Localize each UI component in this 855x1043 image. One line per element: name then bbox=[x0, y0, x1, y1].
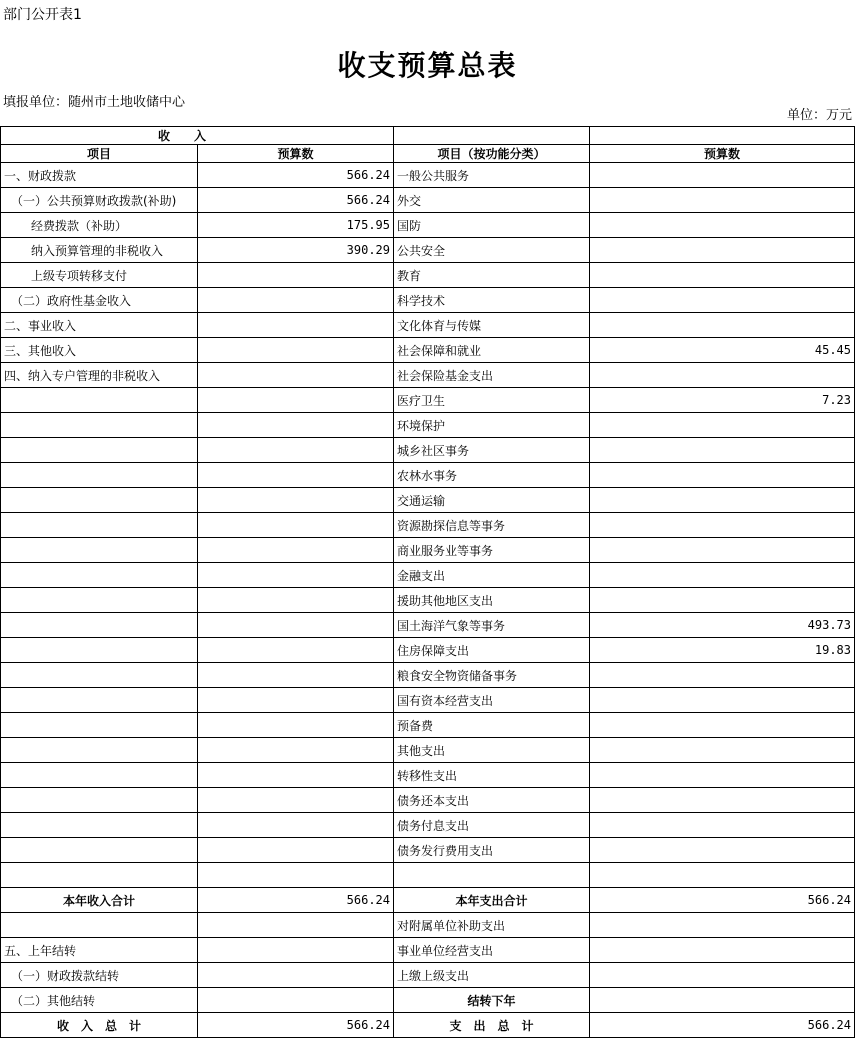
column-header-row bbox=[1, 145, 855, 163]
expense-budget-cell: 566.24 bbox=[590, 888, 855, 913]
table-row bbox=[1, 438, 855, 463]
expense-item-cell: 教育 bbox=[394, 263, 590, 288]
table-row bbox=[1, 488, 855, 513]
expense-item-cell: 农林水事务 bbox=[394, 463, 590, 488]
income-item-cell bbox=[1, 613, 198, 638]
income-budget-cell bbox=[198, 988, 394, 1013]
income-item-cell bbox=[1, 413, 198, 438]
table-row bbox=[1, 238, 855, 263]
table-row bbox=[1, 713, 855, 738]
table-row bbox=[1, 263, 855, 288]
income-item-cell: （一）财政拨款结转 bbox=[1, 963, 198, 988]
expense-budget-cell bbox=[590, 288, 855, 313]
income-item-cell bbox=[1, 388, 198, 413]
currency-unit: 单位：万元 bbox=[786, 108, 852, 123]
income-item-cell bbox=[1, 588, 198, 613]
fill-unit: 填报单位：随州市土地收储中心 bbox=[3, 95, 186, 110]
table-row bbox=[1, 813, 855, 838]
expense-budget-cell bbox=[590, 938, 855, 963]
income-item-cell bbox=[1, 663, 198, 688]
income-item-cell: 四、纳入专户管理的非税收入 bbox=[1, 363, 198, 388]
table-row bbox=[1, 513, 855, 538]
income-item-cell bbox=[1, 688, 198, 713]
expense-budget-cell: 19.83 bbox=[590, 638, 855, 663]
col-budget-header: 预算数 bbox=[198, 145, 394, 163]
expense-budget-cell bbox=[590, 988, 855, 1013]
income-item-cell bbox=[1, 838, 198, 863]
table-row bbox=[1, 963, 855, 988]
income-budget-cell bbox=[198, 813, 394, 838]
income-budget-cell bbox=[198, 638, 394, 663]
income-item-cell bbox=[1, 463, 198, 488]
table-row bbox=[1, 863, 855, 888]
income-budget-cell bbox=[198, 588, 394, 613]
sheet-name: 部门公开表1 bbox=[3, 7, 82, 23]
income-budget-cell: 175.95 bbox=[198, 213, 394, 238]
income-budget-cell bbox=[198, 413, 394, 438]
table-row bbox=[1, 388, 855, 413]
income-budget-cell bbox=[198, 763, 394, 788]
table-row bbox=[1, 338, 855, 363]
table-row bbox=[1, 688, 855, 713]
expense-budget-cell bbox=[590, 163, 855, 188]
expense-item-cell: 科学技术 bbox=[394, 288, 590, 313]
table-row bbox=[1, 588, 855, 613]
expense-item-cell: 金融支出 bbox=[394, 563, 590, 588]
income-budget-cell bbox=[198, 738, 394, 763]
income-item-cell: （二）其他结转 bbox=[1, 988, 198, 1013]
income-item-cell: 上级专项转移支付 bbox=[1, 263, 198, 288]
col-item-header: 项目 bbox=[1, 145, 198, 163]
expense-item-cell: 商业服务业等事务 bbox=[394, 538, 590, 563]
expense-item-cell: 住房保障支出 bbox=[394, 638, 590, 663]
section-header-row bbox=[1, 127, 855, 145]
expense-item-cell: 上缴上级支出 bbox=[394, 963, 590, 988]
income-budget-cell bbox=[198, 538, 394, 563]
income-item-cell bbox=[1, 438, 198, 463]
page-title: 收支预算总表 bbox=[337, 49, 518, 82]
expense-budget-cell bbox=[590, 238, 855, 263]
expense-budget-cell bbox=[590, 513, 855, 538]
income-item-cell: 一、财政拨款 bbox=[1, 163, 198, 188]
col-exp-budget-header: 预算数 bbox=[590, 145, 855, 163]
expense-item-cell: 外交 bbox=[394, 188, 590, 213]
income-item-cell: 三、其他收入 bbox=[1, 338, 198, 363]
income-budget-cell bbox=[198, 688, 394, 713]
income-item-cell bbox=[1, 738, 198, 763]
expense-budget-cell bbox=[590, 713, 855, 738]
income-budget-cell: 566.24 bbox=[198, 188, 394, 213]
income-item-cell: 经费拨款（补助） bbox=[1, 213, 198, 238]
expense-budget-cell bbox=[590, 538, 855, 563]
expense-item-cell: 援助其他地区支出 bbox=[394, 588, 590, 613]
table-row bbox=[1, 188, 855, 213]
expense-item-cell: 交通运输 bbox=[394, 488, 590, 513]
income-item-cell bbox=[1, 563, 198, 588]
table-row bbox=[1, 738, 855, 763]
income-item-cell: 本年收入合计 bbox=[1, 888, 198, 913]
expense-item-cell: 资源勘探信息等事务 bbox=[394, 513, 590, 538]
income-budget-cell bbox=[198, 563, 394, 588]
income-budget-cell: 566.24 bbox=[198, 888, 394, 913]
expense-item-cell: 事业单位经营支出 bbox=[394, 938, 590, 963]
income-budget-cell bbox=[198, 863, 394, 888]
income-budget-cell bbox=[198, 713, 394, 738]
income-budget-cell bbox=[198, 938, 394, 963]
expense-budget-cell bbox=[590, 963, 855, 988]
income-budget-cell bbox=[198, 438, 394, 463]
expense-item-cell: 社会保险基金支出 bbox=[394, 363, 590, 388]
income-budget-cell bbox=[198, 488, 394, 513]
expense-budget-cell: 493.73 bbox=[590, 613, 855, 638]
table-row bbox=[1, 413, 855, 438]
expense-item-cell: 文化体育与传媒 bbox=[394, 313, 590, 338]
income-item-cell bbox=[1, 713, 198, 738]
table-row bbox=[1, 463, 855, 488]
expense-budget-cell bbox=[590, 913, 855, 938]
expense-item-cell: 环境保护 bbox=[394, 413, 590, 438]
table-row bbox=[1, 913, 855, 938]
expense-budget-cell bbox=[590, 688, 855, 713]
income-item-cell: 收 入 总 计 bbox=[1, 1013, 198, 1038]
expense-item-cell: 债务还本支出 bbox=[394, 788, 590, 813]
table-row bbox=[1, 638, 855, 663]
income-item-cell: （二）政府性基金收入 bbox=[1, 288, 198, 313]
income-budget-cell bbox=[198, 963, 394, 988]
expense-item-cell: 国防 bbox=[394, 213, 590, 238]
expense-item-cell: 债务发行费用支出 bbox=[394, 838, 590, 863]
expense-budget-cell bbox=[590, 363, 855, 388]
table-row bbox=[1, 313, 855, 338]
expense-item-cell: 公共安全 bbox=[394, 238, 590, 263]
expense-budget-cell bbox=[590, 863, 855, 888]
expense-budget-cell bbox=[590, 663, 855, 688]
expense-item-cell: 预备费 bbox=[394, 713, 590, 738]
expense-budget-cell bbox=[590, 263, 855, 288]
income-budget-cell: 566.24 bbox=[198, 1013, 394, 1038]
expense-item-cell: 城乡社区事务 bbox=[394, 438, 590, 463]
table-row bbox=[1, 613, 855, 638]
expense-budget-cell: 45.45 bbox=[590, 338, 855, 363]
income-item-cell bbox=[1, 788, 198, 813]
expense-budget-cell: 7.23 bbox=[590, 388, 855, 413]
income-budget-cell bbox=[198, 463, 394, 488]
expense-budget-cell: 566.24 bbox=[590, 1013, 855, 1038]
income-budget-cell bbox=[198, 663, 394, 688]
expense-item-cell: 结转下年 bbox=[394, 988, 590, 1013]
table-row bbox=[1, 988, 855, 1013]
table-row bbox=[1, 938, 855, 963]
income-item-cell: （一）公共预算财政拨款(补助) bbox=[1, 188, 198, 213]
income-budget-cell bbox=[198, 838, 394, 863]
expense-budget-cell bbox=[590, 788, 855, 813]
income-item-cell bbox=[1, 763, 198, 788]
income-item-cell: 二、事业收入 bbox=[1, 313, 198, 338]
expense-budget-cell bbox=[590, 313, 855, 338]
table-row bbox=[1, 888, 855, 913]
expense-budget-cell bbox=[590, 763, 855, 788]
expense-item-cell: 债务付息支出 bbox=[394, 813, 590, 838]
expense-item-cell: 医疗卫生 bbox=[394, 388, 590, 413]
income-item-cell bbox=[1, 538, 198, 563]
expense-item-cell: 其他支出 bbox=[394, 738, 590, 763]
table-row bbox=[1, 1013, 855, 1038]
expense-item-cell: 粮食安全物资储备事务 bbox=[394, 663, 590, 688]
table-row bbox=[1, 213, 855, 238]
income-section-label: 收 入 bbox=[1, 127, 394, 145]
expense-budget-cell bbox=[590, 413, 855, 438]
income-item-cell bbox=[1, 913, 198, 938]
income-budget-cell bbox=[198, 338, 394, 363]
table-row bbox=[1, 663, 855, 688]
expense-item-cell: 社会保障和就业 bbox=[394, 338, 590, 363]
table-row bbox=[1, 538, 855, 563]
expense-item-cell: 国土海洋气象等事务 bbox=[394, 613, 590, 638]
expense-budget-cell bbox=[590, 488, 855, 513]
expense-budget-cell bbox=[590, 213, 855, 238]
expense-item-cell: 本年支出合计 bbox=[394, 888, 590, 913]
expense-item-cell: 国有资本经营支出 bbox=[394, 688, 590, 713]
income-item-cell bbox=[1, 813, 198, 838]
expense-item-cell: 对附属单位补助支出 bbox=[394, 913, 590, 938]
income-budget-cell bbox=[198, 263, 394, 288]
expense-budget-cell bbox=[590, 738, 855, 763]
expense-budget-cell bbox=[590, 438, 855, 463]
expense-budget-cell bbox=[590, 838, 855, 863]
expense-item-cell: 支 出 总 计 bbox=[394, 1013, 590, 1038]
expense-item-cell: 转移性支出 bbox=[394, 763, 590, 788]
table-row bbox=[1, 788, 855, 813]
income-budget-cell bbox=[198, 363, 394, 388]
income-item-cell bbox=[1, 513, 198, 538]
budget-table bbox=[0, 126, 855, 1038]
expense-item-cell: 一般公共服务 bbox=[394, 163, 590, 188]
table-row bbox=[1, 163, 855, 188]
income-budget-cell bbox=[198, 288, 394, 313]
income-budget-cell bbox=[198, 913, 394, 938]
expense-budget-cell bbox=[590, 563, 855, 588]
income-item-cell bbox=[1, 488, 198, 513]
income-item-cell: 五、上年结转 bbox=[1, 938, 198, 963]
income-budget-cell bbox=[198, 788, 394, 813]
expense-budget-cell bbox=[590, 813, 855, 838]
expense-budget-cell bbox=[590, 188, 855, 213]
table-row bbox=[1, 363, 855, 388]
income-item-cell bbox=[1, 863, 198, 888]
income-budget-cell bbox=[198, 613, 394, 638]
expense-budget-cell bbox=[590, 463, 855, 488]
income-budget-cell: 566.24 bbox=[198, 163, 394, 188]
table-row bbox=[1, 288, 855, 313]
expense-budget-cell bbox=[590, 588, 855, 613]
income-item-cell bbox=[1, 638, 198, 663]
table-row bbox=[1, 838, 855, 863]
income-budget-cell bbox=[198, 388, 394, 413]
income-budget-cell: 390.29 bbox=[198, 238, 394, 263]
income-item-cell: 纳入预算管理的非税收入 bbox=[1, 238, 198, 263]
col-exp-item-header: 项目（按功能分类） bbox=[394, 145, 590, 163]
income-budget-cell bbox=[198, 313, 394, 338]
table-row bbox=[1, 763, 855, 788]
income-budget-cell bbox=[198, 513, 394, 538]
expense-item-cell bbox=[394, 863, 590, 888]
table-row bbox=[1, 563, 855, 588]
